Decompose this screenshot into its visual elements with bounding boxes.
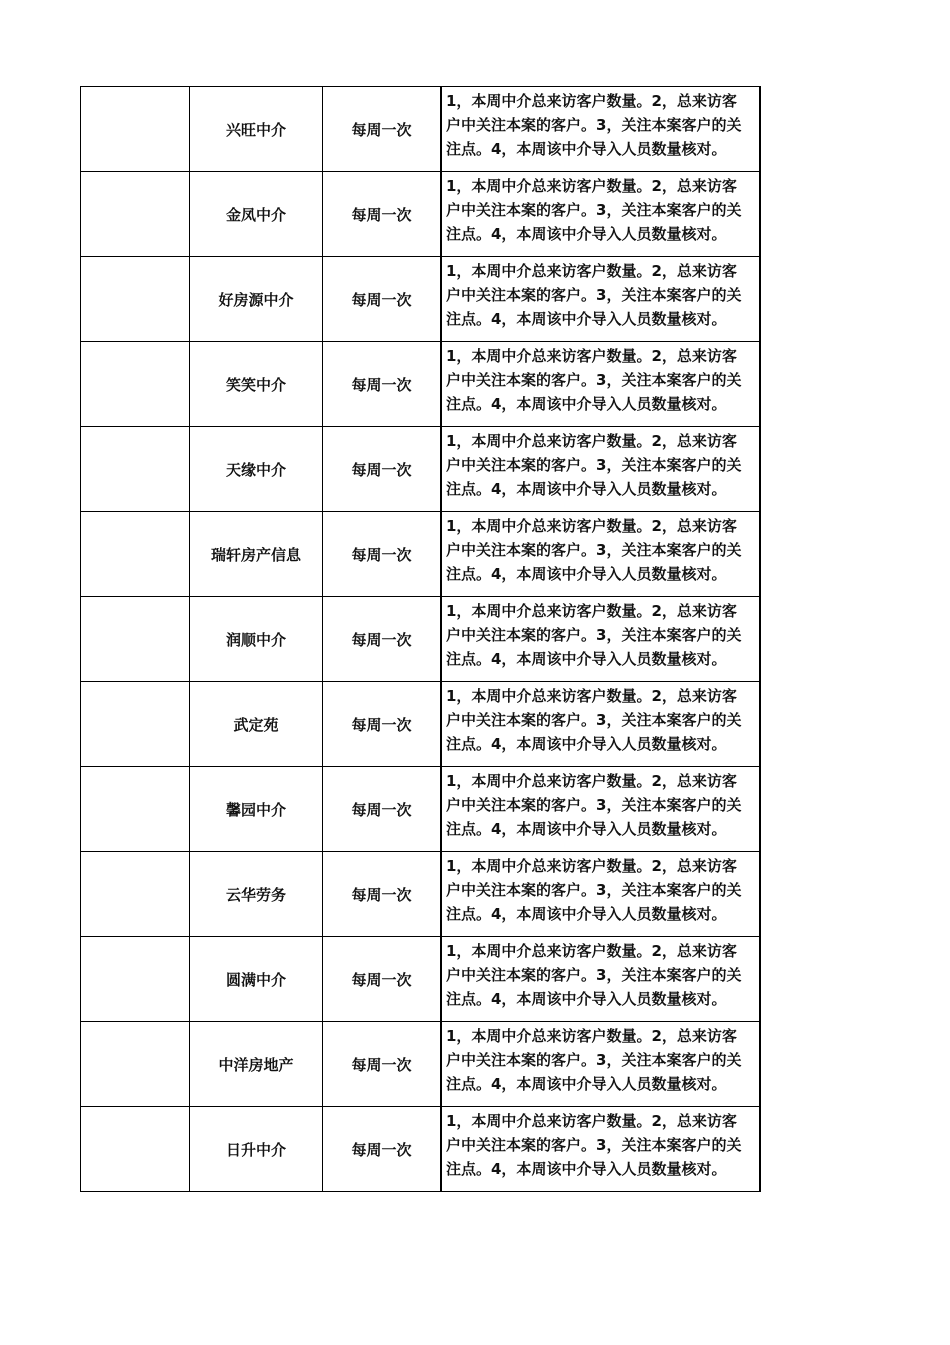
agency-name-cell: 笑笑中介	[190, 342, 323, 427]
agency-name-cell: 润顺中介	[190, 597, 323, 682]
table-row	[81, 767, 761, 852]
check-content-text: 1，本周中介总来访客户数量。2，总来访客户中关注本案的客户。3，关注本案客户的关注点。4，本周该中介导入人员数量核对。	[446, 347, 742, 413]
table-row	[81, 342, 761, 427]
check-content-wrapper	[442, 1107, 759, 1191]
table-row	[81, 427, 761, 512]
check-content-cell	[441, 172, 760, 257]
blank-cell	[81, 87, 190, 172]
frequency-cell: 每周一次	[323, 597, 442, 682]
blank-cell	[81, 767, 190, 852]
blank-cell	[81, 1107, 190, 1192]
frequency-cell: 每周一次	[323, 852, 442, 937]
check-content-text: 1，本周中介总来访客户数量。2，总来访客户中关注本案的客户。3，关注本案客户的关注点。4，本周该中介导入人员数量核对。	[446, 942, 742, 1008]
check-content-text: 1，本周中介总来访客户数量。2，总来访客户中关注本案的客户。3，关注本案客户的关注点。4，本周该中介导入人员数量核对。	[446, 262, 742, 328]
check-content-wrapper	[442, 597, 759, 681]
frequency-cell: 每周一次	[323, 937, 442, 1022]
check-content-text: 1，本周中介总来访客户数量。2，总来访客户中关注本案的客户。3，关注本案客户的关注点。4，本周该中介导入人员数量核对。	[446, 92, 742, 158]
frequency-cell: 每周一次	[323, 1022, 442, 1107]
frequency-cell: 每周一次	[323, 342, 442, 427]
check-content-wrapper	[442, 427, 759, 511]
check-content-wrapper	[442, 852, 759, 936]
agency-name-cell: 中洋房地产	[190, 1022, 323, 1107]
check-content-wrapper	[442, 682, 759, 766]
agency-name-cell: 兴旺中介	[190, 87, 323, 172]
table-row	[81, 682, 761, 767]
check-content-text: 1，本周中介总来访客户数量。2，总来访客户中关注本案的客户。3，关注本案客户的关注点。4，本周该中介导入人员数量核对。	[446, 602, 742, 668]
check-content-wrapper	[442, 87, 759, 171]
blank-cell	[81, 682, 190, 767]
agency-name-cell: 好房源中介	[190, 257, 323, 342]
blank-cell	[81, 937, 190, 1022]
blank-cell	[81, 1022, 190, 1107]
blank-cell	[81, 257, 190, 342]
check-content-text: 1，本周中介总来访客户数量。2，总来访客户中关注本案的客户。3，关注本案客户的关注点。4，本周该中介导入人员数量核对。	[446, 687, 742, 753]
frequency-cell: 每周一次	[323, 682, 442, 767]
check-content-wrapper	[442, 257, 759, 341]
frequency-cell: 每周一次	[323, 512, 442, 597]
check-content-text: 1，本周中介总来访客户数量。2，总来访客户中关注本案的客户。3，关注本案客户的关注点。4，本周该中介导入人员数量核对。	[446, 432, 742, 498]
check-content-text: 1，本周中介总来访客户数量。2，总来访客户中关注本案的客户。3，关注本案客户的关注点。4，本周该中介导入人员数量核对。	[446, 857, 742, 923]
frequency-cell: 每周一次	[323, 172, 442, 257]
blank-cell	[81, 342, 190, 427]
frequency-cell: 每周一次	[323, 767, 442, 852]
check-content-cell	[441, 597, 760, 682]
blank-cell	[81, 427, 190, 512]
table-row	[81, 852, 761, 937]
table-body	[81, 87, 761, 1192]
table-row	[81, 172, 761, 257]
check-content-cell	[441, 427, 760, 512]
agency-name-cell: 云华劳务	[190, 852, 323, 937]
table-row	[81, 597, 761, 682]
agency-name-cell: 馨园中介	[190, 767, 323, 852]
check-content-cell	[441, 682, 760, 767]
check-content-cell	[441, 512, 760, 597]
agency-name-cell: 日升中介	[190, 1107, 323, 1192]
check-content-text: 1，本周中介总来访客户数量。2，总来访客户中关注本案的客户。3，关注本案客户的关注点。4，本周该中介导入人员数量核对。	[446, 177, 742, 243]
check-content-wrapper	[442, 172, 759, 256]
frequency-cell: 每周一次	[323, 87, 442, 172]
check-content-text: 1，本周中介总来访客户数量。2，总来访客户中关注本案的客户。3，关注本案客户的关注点。4，本周该中介导入人员数量核对。	[446, 772, 742, 838]
blank-cell	[81, 172, 190, 257]
frequency-cell: 每周一次	[323, 1107, 442, 1192]
blank-cell	[81, 597, 190, 682]
check-content-wrapper	[442, 767, 759, 851]
table-row	[81, 1022, 761, 1107]
check-content-text: 1，本周中介总来访客户数量。2，总来访客户中关注本案的客户。3，关注本案客户的关注点。4，本周该中介导入人员数量核对。	[446, 517, 742, 583]
check-content-text: 1，本周中介总来访客户数量。2，总来访客户中关注本案的客户。3，关注本案客户的关注点。4，本周该中介导入人员数量核对。	[446, 1027, 742, 1093]
check-content-cell	[441, 937, 760, 1022]
agency-name-cell: 金凤中介	[190, 172, 323, 257]
blank-cell	[81, 852, 190, 937]
frequency-cell: 每周一次	[323, 427, 442, 512]
agency-name-cell: 武定苑	[190, 682, 323, 767]
agency-schedule-table	[80, 86, 761, 1192]
check-content-wrapper	[442, 512, 759, 596]
check-content-wrapper	[442, 937, 759, 1021]
check-content-wrapper	[442, 342, 759, 426]
table-row	[81, 937, 761, 1022]
check-content-cell	[441, 1107, 760, 1192]
check-content-cell	[441, 1022, 760, 1107]
check-content-cell	[441, 852, 760, 937]
table-row	[81, 1107, 761, 1192]
check-content-cell	[441, 342, 760, 427]
blank-cell	[81, 512, 190, 597]
table-row	[81, 257, 761, 342]
table-row	[81, 87, 761, 172]
check-content-text: 1，本周中介总来访客户数量。2，总来访客户中关注本案的客户。3，关注本案客户的关注点。4，本周该中介导入人员数量核对。	[446, 1112, 742, 1178]
frequency-cell: 每周一次	[323, 257, 442, 342]
agency-name-cell: 圆满中介	[190, 937, 323, 1022]
check-content-cell	[441, 257, 760, 342]
check-content-cell	[441, 87, 760, 172]
agency-name-cell: 天缘中介	[190, 427, 323, 512]
check-content-cell	[441, 767, 760, 852]
table-row	[81, 512, 761, 597]
check-content-wrapper	[442, 1022, 759, 1106]
agency-name-cell: 瑞轩房产信息	[190, 512, 323, 597]
